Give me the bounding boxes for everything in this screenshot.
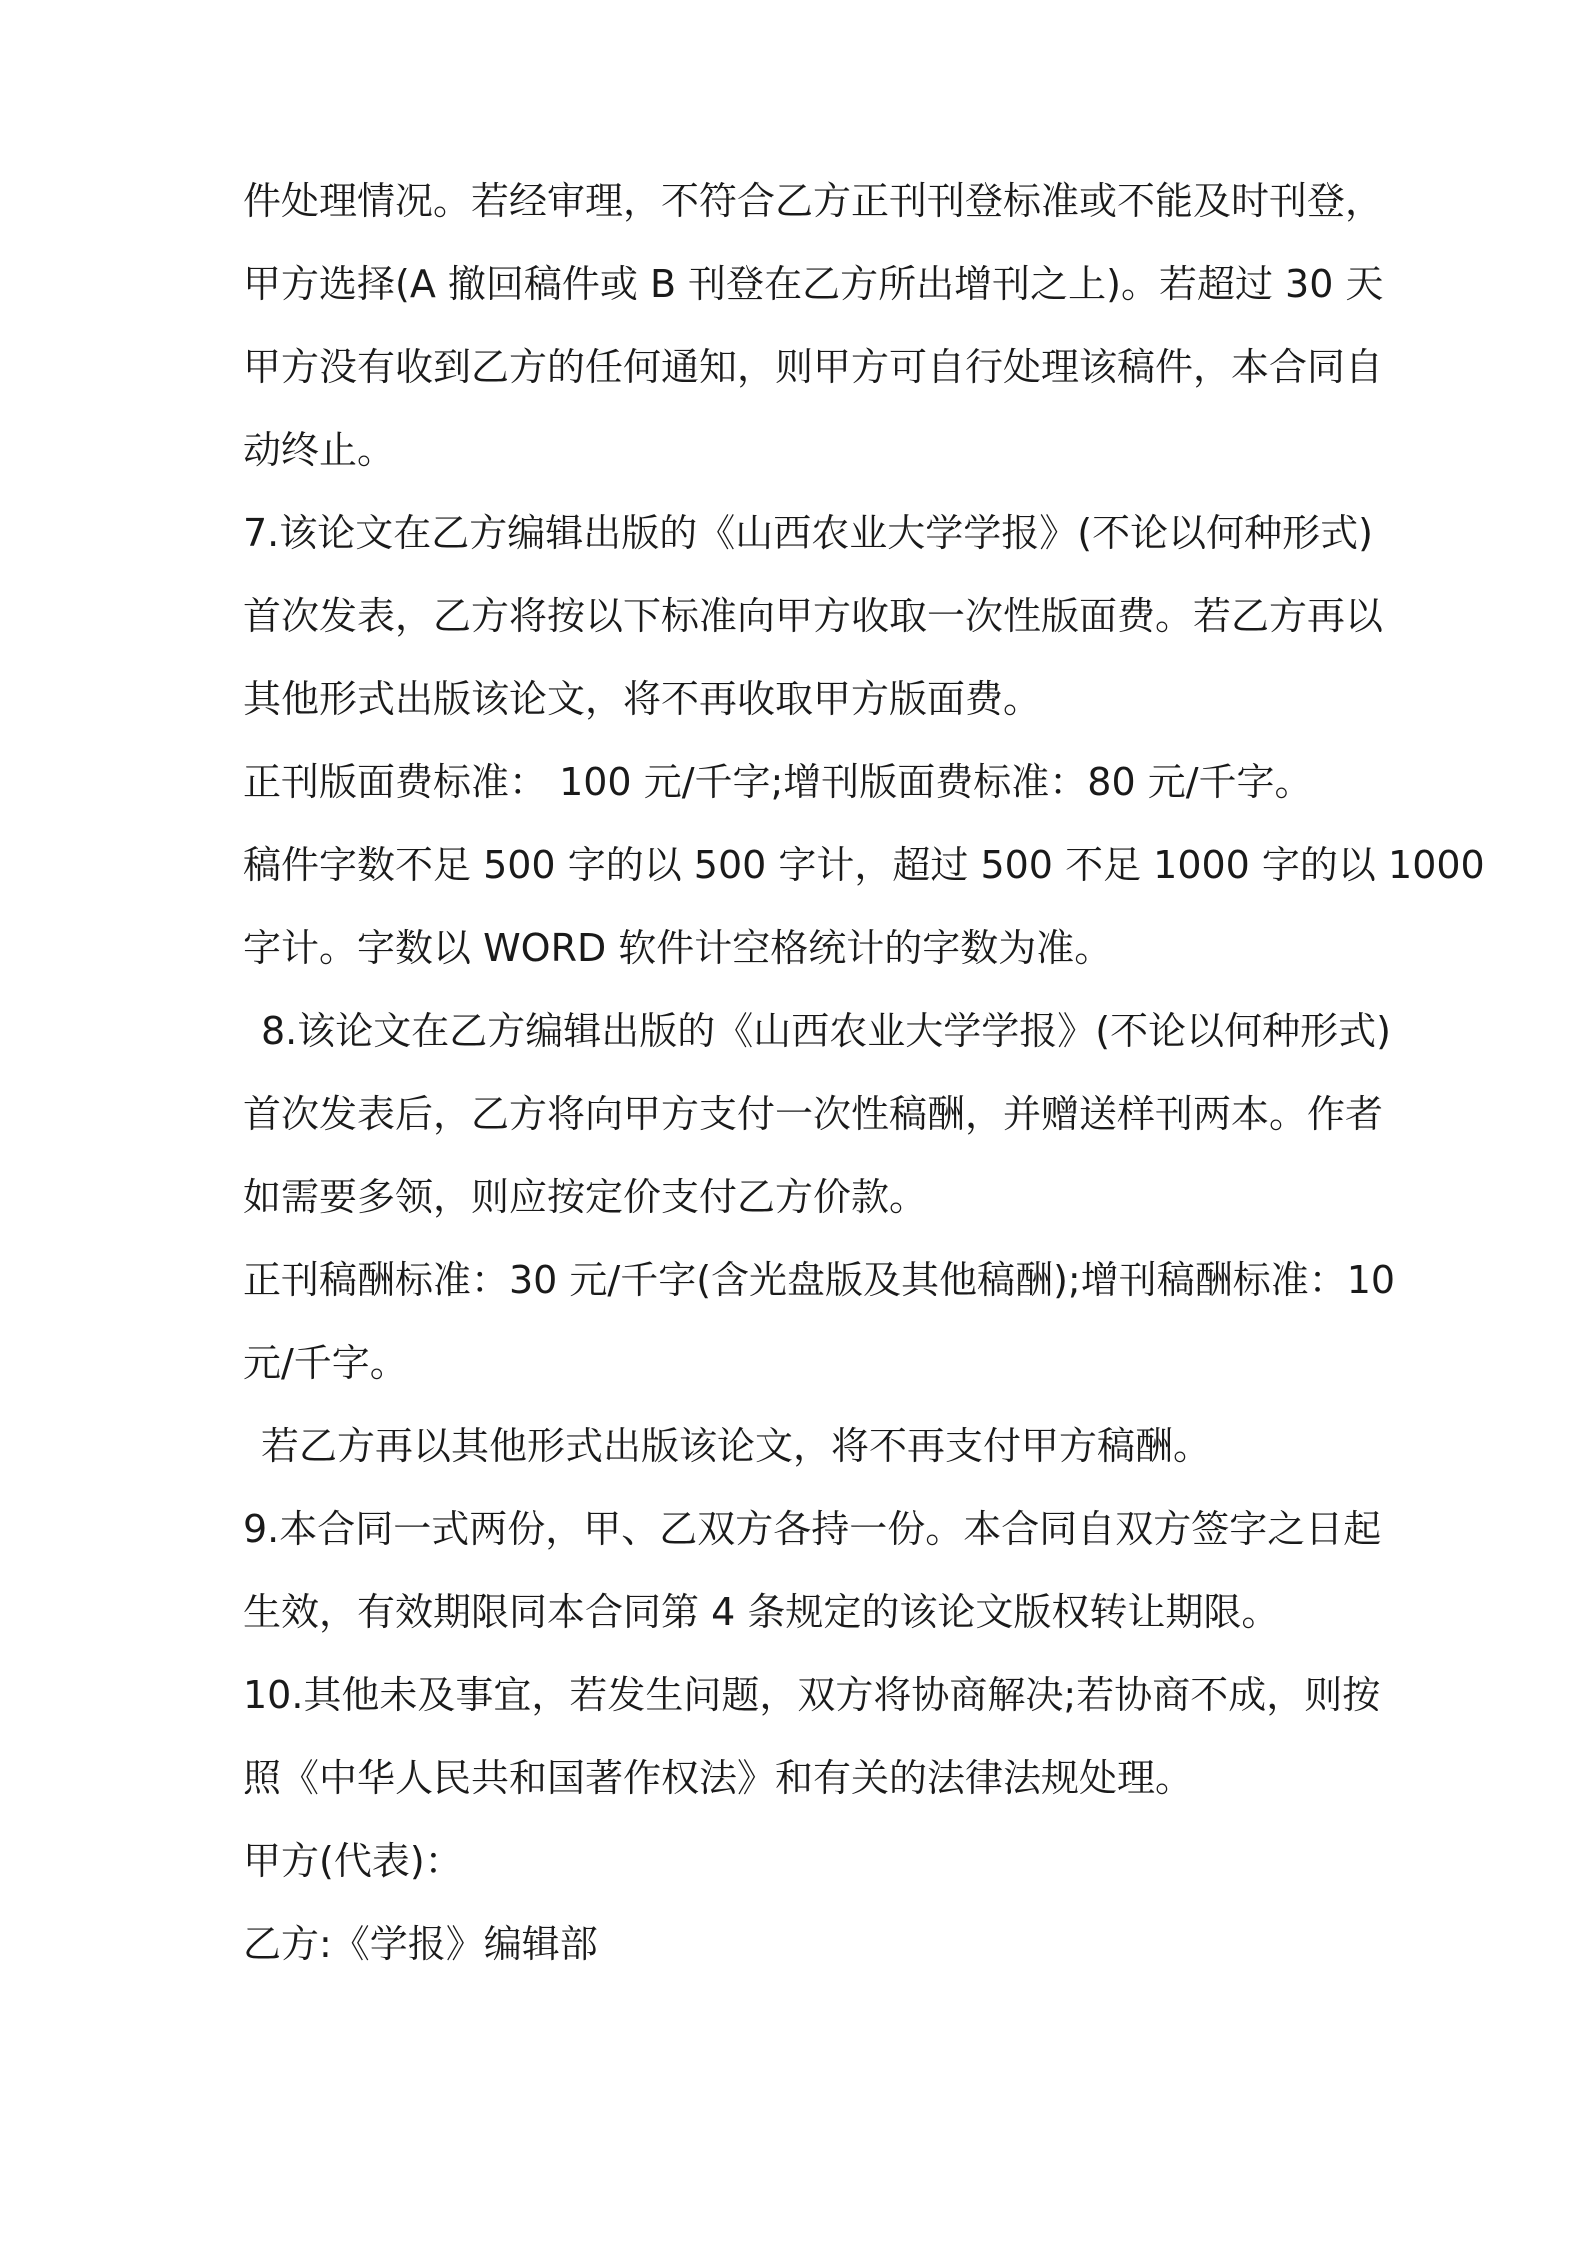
clause-7-line: 其他形式出版该论文，将不再收取甲方版面费。 bbox=[243, 677, 1042, 721]
paragraph-line: 动终止。 bbox=[243, 428, 396, 472]
paragraph-line: 甲方没有收到乙方的任何通知，则甲方可自行处理该稿件，本合同自 bbox=[243, 345, 1384, 389]
contract-body bbox=[243, 160, 1485, 1986]
clause-7-line: 7.该论文在乙方编辑出版的《山西农业大学学报》(不论以何种形式) bbox=[243, 511, 1373, 555]
clause-10-line: 10.其他未及事宜，若发生问题，双方将协商解决;若协商不成，则按 bbox=[243, 1673, 1381, 1717]
clause-8-line: 如需要多领，则应按定价支付乙方价款。 bbox=[243, 1175, 928, 1219]
party-a-signature-line: 甲方(代表)： bbox=[243, 1839, 463, 1883]
layout-fee-standard-line: 正刊版面费标准： 100 元/千字;增刊版面费标准：80 元/千字。 bbox=[243, 760, 1313, 804]
clause-8-line: 8.该论文在乙方编辑出版的《山西农业大学学报》(不论以何种形式) bbox=[261, 1009, 1391, 1053]
clause-7-line: 首次发表，乙方将按以下标准向甲方收取一次性版面费。若乙方再以 bbox=[243, 594, 1384, 638]
word-count-rule-line: 稿件字数不足 500 字的以 500 字计，超过 500 不足 1000 字的以 1000 bbox=[243, 843, 1485, 887]
party-b-signature-line: 乙方:《学报》编辑部 bbox=[243, 1922, 598, 1966]
clause-8-line: 首次发表后，乙方将向甲方支付一次性稿酬，并赠送样刊两本。作者 bbox=[243, 1092, 1384, 1136]
royalty-standard-line: 正刊稿酬标准：30 元/千字(含光盘版及其他稿酬);增刊稿酬标准：10 bbox=[243, 1258, 1396, 1302]
royalty-standard-line: 元/千字。 bbox=[243, 1341, 408, 1385]
word-count-rule-line: 字计。字数以 WORD 软件计空格统计的字数为准。 bbox=[243, 926, 1113, 970]
paragraph-line: 件处理情况。若经审理，不符合乙方正刊刊登标准或不能及时刊登， bbox=[243, 179, 1384, 223]
clause-9-line: 生效，有效期限同本合同第 4 条规定的该论文版权转让期限。 bbox=[243, 1590, 1280, 1634]
paragraph-line: 甲方选择(A 撤回稿件或 B 刊登在乙方所出增刊之上)。若超过 30 天 bbox=[243, 262, 1384, 306]
royalty-note-line: 若乙方再以其他形式出版该论文，将不再支付甲方稿酬。 bbox=[261, 1424, 1212, 1468]
clause-9-line: 9.本合同一式两份，甲、乙双方各持一份。本合同自双方签字之日起 bbox=[243, 1507, 1382, 1551]
clause-10-line: 照《中华人民共和国著作权法》和有关的法律法规处理。 bbox=[243, 1756, 1194, 1800]
